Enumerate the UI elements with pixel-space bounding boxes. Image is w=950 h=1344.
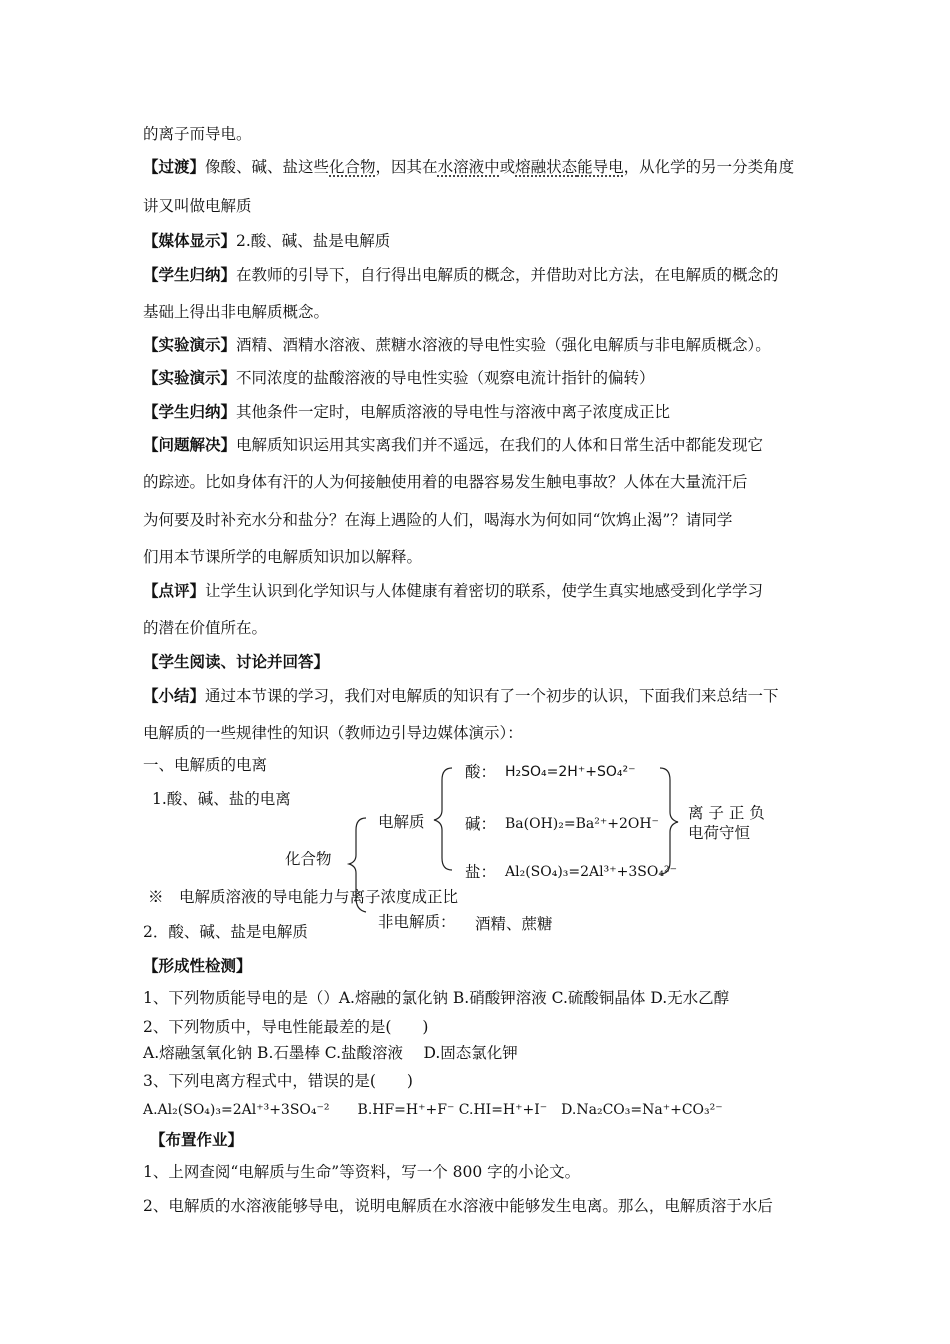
- conservation-line-2: 电荷守恒: [688, 824, 751, 842]
- text-line: 的潜在价值所在。: [143, 619, 268, 637]
- diagram-subheading: 1.酸、碱、盐的电离: [152, 790, 291, 808]
- compound-label: 化合物: [285, 850, 332, 868]
- homework-1: 1、上网查阅“电解质与生命”等资料，写一个 800 字的小论文。: [143, 1163, 581, 1181]
- section-tag: 【媒体显示】: [143, 232, 237, 250]
- salt-equation: Al₂(SO₄)₃=2Al³⁺+3SO₄²⁻: [505, 864, 677, 880]
- text-span: ，从化学的另一分类角度: [623, 158, 795, 176]
- homework-2: 2、电解质的水溶液能够导电，说明电解质在水溶液中能够发生电离。那么，电解质溶于水后: [143, 1197, 773, 1215]
- text-line: 的踪迹。比如身体有汗的人为何接触使用着的电器容易发生触电事故？人体在大量流汗后: [143, 473, 748, 491]
- question-1: 1、下列物质能导电的是（）A.熔融的氯化钠 B.硝酸钾溶液 C.硫酸铜晶体 D.无水乙醇: [143, 989, 730, 1007]
- text-line: 电解质的一些规律性的知识（教师边引导边媒体演示）：: [143, 724, 523, 742]
- section-tag: 【实验演示】: [143, 369, 237, 387]
- section-tag: 【学生归纳】: [143, 403, 237, 421]
- emphasis-text: 能导电: [577, 158, 624, 176]
- base-equation: Ba(OH)₂=Ba²⁺+2OH⁻: [505, 816, 659, 832]
- emphasis-text: 熔融状态: [515, 158, 578, 176]
- electrolyte-label: 电解质: [378, 813, 425, 831]
- diagram-heading: 一、电解质的电离: [143, 756, 268, 774]
- emphasis-text: 化合物: [329, 158, 376, 176]
- section-heading: 【学生阅读、讨论并回答】: [143, 653, 330, 671]
- text-span: 不同浓度的盐酸溶液的导电性实验（观察电流计指针的偏转）: [236, 369, 655, 387]
- section-tag: 【实验演示】: [143, 336, 237, 354]
- diagram-subheading: 2．酸、碱、盐是电解质: [143, 923, 308, 941]
- section-tag: 【过渡】: [143, 158, 206, 176]
- concentration-note: ※ 电解质溶液的导电能力与离子浓度成正比: [148, 888, 459, 906]
- acid-label: 酸：: [465, 763, 497, 781]
- conservation-line-1: 离 子 正 负: [688, 804, 765, 822]
- emphasis-text: 水溶液中: [437, 158, 500, 176]
- text-span: ，因其在: [375, 158, 438, 176]
- text-line: 基础上得出非电解质概念。: [143, 303, 330, 321]
- question-3-options: A.Al₂(SO₄)₃=2Al⁺³+3SO₄⁻² B.HF=H⁺+F⁻ C.HI=H⁺+I⁻ D.Na₂CO₃=Na⁺+CO₃²⁻: [143, 1102, 723, 1118]
- question-2: 2、下列物质中，导电性能最差的是( ): [143, 1018, 429, 1036]
- question-3: 3、下列电离方程式中，错误的是( ): [143, 1072, 413, 1090]
- salt-label: 盐：: [465, 863, 497, 881]
- base-label: 碱：: [465, 815, 497, 833]
- acid-equation: H₂SO₄=2H⁺+SO₄²⁻: [505, 764, 636, 780]
- text-line: 们用本节课所学的电解质知识加以解释。: [143, 548, 423, 566]
- text-span: 在教师的引导下，自行得出电解质的概念，并借助对比方法，在电解质的概念的: [236, 266, 779, 284]
- text-line: 讲又叫做电解质: [143, 197, 252, 215]
- text-span: 或: [499, 158, 516, 176]
- charge-conservation-brace: [660, 768, 678, 874]
- text-span: 像酸、碱、盐这些: [205, 158, 330, 176]
- text-span: 电解质知识运用其实离我们并不遥远，在我们的人体和日常生活中都能发现它: [236, 436, 764, 454]
- question-2-options: A.熔融氢氧化钠 B.石墨棒 C.盐酸溶液 D.固态氯化钾: [143, 1044, 518, 1062]
- text-span: 让学生认识到化学知识与人体健康有着密切的联系，使学生真实地感受到化学学习: [205, 582, 764, 600]
- section-tag: 【点评】: [143, 582, 206, 600]
- section-tag: 【问题解决】: [143, 436, 237, 454]
- section-tag: 【小结】: [143, 687, 206, 705]
- text-line: 的离子而导电。: [143, 125, 252, 143]
- section-heading: 【布置作业】: [150, 1131, 244, 1149]
- section-heading: 【形成性检测】: [143, 957, 252, 975]
- text-span: 2.酸、碱、盐是电解质: [236, 232, 391, 250]
- text-span: 酒精、酒精水溶液、蔗糖水溶液的导电性实验（强化电解质与非电解质概念）。: [236, 336, 771, 354]
- section-tag: 【学生归纳】: [143, 266, 237, 284]
- electrolyte-brace: [434, 768, 452, 870]
- nonelectrolyte-label: 非电解质：: [378, 913, 456, 931]
- nonelectrolyte-examples: 酒精、蔗糖: [475, 915, 553, 933]
- text-span: 通过本节课的学习，我们对电解质的知识有了一个初步的认识，下面我们来总结一下: [205, 687, 779, 705]
- text-line: 为何要及时补充水分和盐分？在海上遇险的人们，喝海水为何如同“饮鸩止渴”？请同学: [143, 511, 733, 529]
- text-span: 其他条件一定时，电解质溶液的导电性与溶液中离子浓度成正比: [236, 403, 671, 421]
